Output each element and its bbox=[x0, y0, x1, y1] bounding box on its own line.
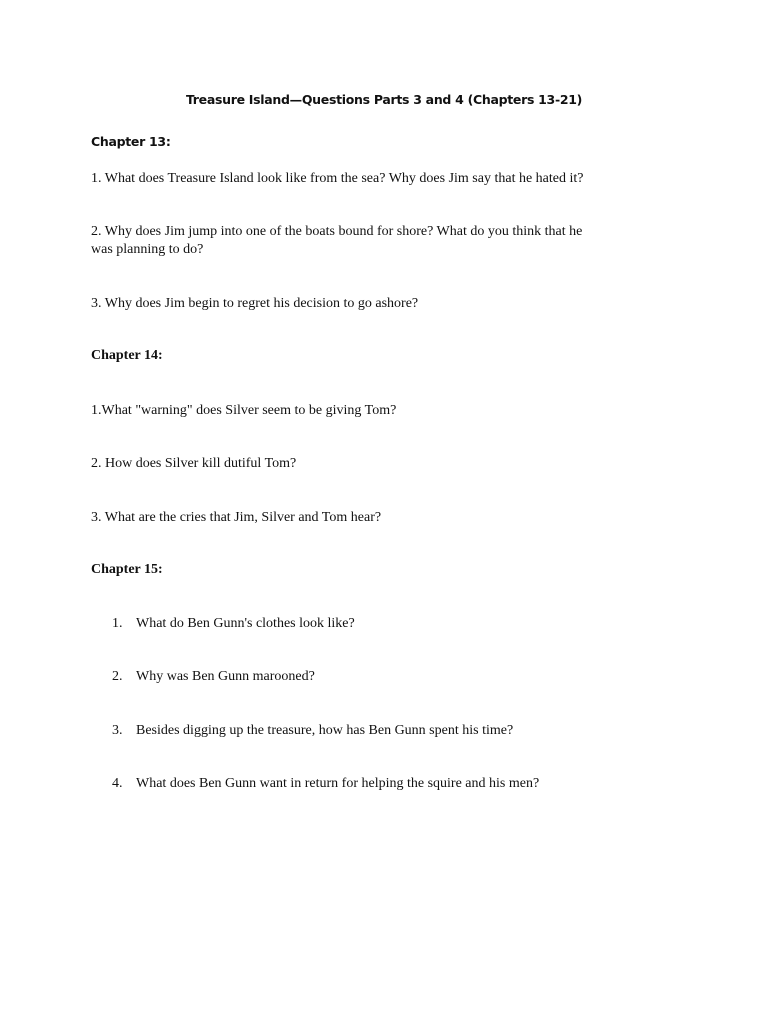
chapter-14-question-3: 3. What are the cries that Jim, Silver and Tom hear? bbox=[91, 510, 382, 525]
chapter-15-item-3-text: Besides digging up the treasure, how has Ben Gunn spent his time? bbox=[136, 723, 514, 738]
chapter-13-question-3: 3. Why does Jim begin to regret his decision to go ashore? bbox=[91, 296, 419, 311]
chapter-13-heading: Chapter 13: bbox=[91, 134, 171, 149]
chapter-13-question-1: 1. What does Treasure Island look like from the sea? Why does Jim say that he hated it? bbox=[91, 171, 584, 186]
chapter-15-item-4-text: What does Ben Gunn want in return for helping the squire and his men? bbox=[136, 776, 540, 791]
chapter-15-item-2-text: Why was Ben Gunn marooned? bbox=[136, 669, 315, 684]
chapter-15-item-4-number: 4. bbox=[112, 776, 123, 791]
chapter-15-heading: Chapter 15: bbox=[91, 562, 163, 577]
chapter-15-item-1-number: 1. bbox=[112, 616, 123, 631]
chapter-15-item-1-text: What do Ben Gunn's clothes look like? bbox=[136, 616, 355, 631]
chapter-15-item-3-number: 3. bbox=[112, 723, 123, 738]
chapter-13-question-2 bbox=[91, 223, 651, 259]
document-title: Treasure Island—Questions Parts 3 and 4 (Chapters 13-21) bbox=[185, 92, 583, 107]
chapter-14-question-2: 2. How does Silver kill dutiful Tom? bbox=[91, 456, 297, 471]
chapter-14-question-1: 1.What "warning" does Silver seem to be giving Tom? bbox=[91, 403, 397, 418]
chapter-15-item-2-number: 2. bbox=[112, 669, 123, 684]
chapter-13-question-2-line-1: 2. Why does Jim jump into one of the boats bound for shore? What do you think that he bbox=[91, 224, 583, 239]
chapter-14-heading: Chapter 14: bbox=[91, 348, 163, 363]
chapter-13-question-2-line-2: was planning to do? bbox=[91, 242, 204, 257]
